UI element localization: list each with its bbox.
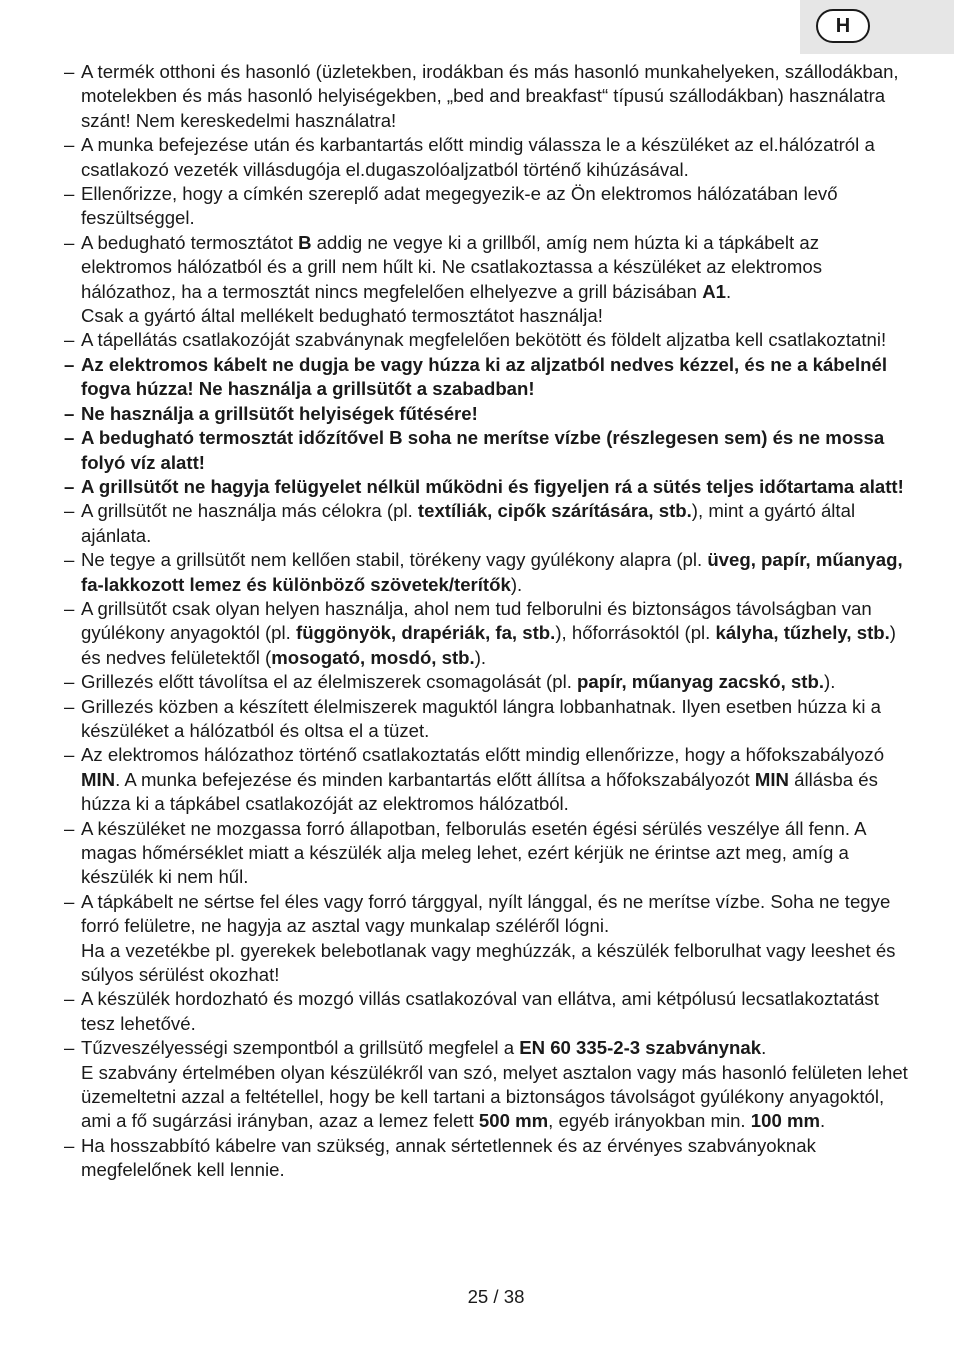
instruction-text: A grillsütőt csak olyan helyen használja, ahol nem tud felborulni és biztonságos távolságban van gyúlékony anyagoktól (pl. xyxy=(81,597,872,644)
instruction-item xyxy=(64,743,910,816)
instruction-text: Ne tegye a grillsütőt nem kellően stabil, törékeny vagy gyúlékony alapra (pl. xyxy=(81,549,708,571)
list-dash: – xyxy=(64,231,75,253)
emphasized-text: függönyök, drapériák, fa, stb. xyxy=(296,622,556,644)
instruction-text: . xyxy=(820,1110,826,1132)
instruction-item xyxy=(64,890,910,988)
instruction-item xyxy=(64,499,910,548)
instruction-text: ). xyxy=(474,646,487,668)
instruction-item xyxy=(64,695,910,744)
instruction-text: Ha a vezetékbe pl. gyerekek belebotlanak vagy meghúzzák, a készülék felborulhat vagy leeshet és súlyos sérülést okozhat! xyxy=(81,939,896,986)
instruction-item xyxy=(64,1036,910,1134)
instruction-item xyxy=(64,475,910,499)
instruction-text: . A munka befejezése és minden karbantartás előtt állítsa a hőfokszabályozót xyxy=(115,768,755,790)
instruction-text: állásba és húzza ki a tápkábel csatlakozóját az elektromos hálózatból. xyxy=(81,768,878,815)
instruction-item xyxy=(64,817,910,890)
emphasized-text: B xyxy=(298,231,312,253)
instruction-item xyxy=(64,597,910,670)
page-number: 25 / 38 xyxy=(467,1286,525,1307)
list-dash: – xyxy=(64,329,75,351)
instruction-text: Ellenőrizze, hogy a címkén szereplő adat megegyezik-e az Ön elektromos hálózatában levő feszültséggel. xyxy=(81,183,838,229)
instruction-item xyxy=(64,353,910,402)
emphasized-text: mosogató, mosdó, stb. xyxy=(271,646,475,668)
instruction-text: ) és nedves felületektől ( xyxy=(81,622,896,668)
instruction-item xyxy=(64,1134,910,1183)
instruction-text: A készülék hordozható és mozgó villás csatlakozóval van ellátva, ami kétpólusú lecsatlakoztatást tesz lehetővé. xyxy=(81,988,879,1034)
list-dash: – xyxy=(64,988,75,1010)
safety-instructions-list xyxy=(64,60,910,1183)
list-dash: – xyxy=(64,475,75,497)
instruction-item xyxy=(64,987,910,1036)
emphasized-text: A1 xyxy=(702,280,726,302)
instruction-text: , egyéb irányokban min. xyxy=(548,1110,751,1132)
emphasized-text: MIN xyxy=(81,768,116,790)
emphasized-text: papír, műanyag zacskó, stb. xyxy=(577,671,824,693)
list-dash: – xyxy=(64,549,75,571)
instruction-item xyxy=(64,60,910,133)
list-dash: – xyxy=(64,817,75,839)
emphasized-text: 500 mm xyxy=(478,1110,549,1132)
instruction-text: ). xyxy=(510,573,523,595)
instruction-text: E szabvány értelmében olyan készülékről van szó, melyet asztalon vagy más hasonló felületen lehet üzemeltetni azzal a feltétellel, hogy be kell tartani a biztonságos távolságot gyúlékony anyagoktól, ami a fő sugárzási irányban, azaz a lemez felett xyxy=(81,1061,908,1132)
emphasized-text: üveg, papír, műanyag, fa-lakkozott lemez és különböző szövetek/terítők xyxy=(81,549,903,595)
instruction-text: A munka befejezése után és karbantartás előtt mindig válassza le a készüléket az el.hálózatról a csatlakozó vezeték villásdugója el.dugaszolóaljzatból történő kihúzásával. xyxy=(81,134,875,180)
emphasized-text: kályha, tűzhely, stb. xyxy=(715,622,890,644)
instruction-item xyxy=(64,402,910,426)
list-dash: – xyxy=(64,1037,75,1059)
instruction-text: Ha hosszabbító kábelre van szükség, annak sértetlennek és az érvényes szabványoknak megfelelőnek kell lennie. xyxy=(81,1134,816,1181)
instruction-item xyxy=(64,231,910,329)
instruction-text: ), mint a gyártó által ajánlata. xyxy=(81,500,856,546)
instruction-item xyxy=(64,548,910,597)
emphasized-text: EN 60 335-2-3 szabványnak xyxy=(519,1037,762,1059)
instruction-item xyxy=(64,133,910,182)
instruction-text: Ne használja a grillsütőt helyiségek fűtésére! xyxy=(81,402,478,424)
list-dash: – xyxy=(64,61,75,82)
instruction-text: A tápellátás csatlakozóját szabványnak megfelelően bekötött és földelt aljzatba kell csatlakoztatni! xyxy=(81,329,887,351)
list-dash: – xyxy=(64,744,75,766)
instruction-text: A grillsütőt ne használja más célokra (pl. xyxy=(81,500,418,522)
list-dash: – xyxy=(64,183,75,205)
list-dash: – xyxy=(64,500,75,522)
instruction-text: A készüléket ne mozgassa forró állapotban, felborulás esetén égési sérülés veszélye áll fenn. A magas hőmérséklet miatt a készülék alja meleg lehet, ezért kérjük ne érintse azt meg, amíg a készülék ki nem hűl. xyxy=(81,817,866,888)
instruction-text: ). xyxy=(824,671,836,693)
instruction-text: . xyxy=(725,280,732,302)
list-dash: – xyxy=(64,890,75,912)
list-dash: – xyxy=(64,671,75,693)
emphasized-text: MIN xyxy=(754,768,789,790)
instruction-item xyxy=(64,670,910,694)
instruction-text: A bedugható termosztátot xyxy=(81,231,299,253)
emphasized-text: 100 mm xyxy=(750,1110,821,1132)
list-dash: – xyxy=(64,402,75,424)
instruction-text: Az elektromos kábelt ne dugja be vagy húzza ki az aljzatból nedves kézzel, és ne a kábelnél fogva húzza! Ne használja a grillsütőt a szabadban! xyxy=(81,353,888,400)
instruction-item xyxy=(64,426,910,475)
list-dash: – xyxy=(64,427,75,449)
list-dash: – xyxy=(64,1134,75,1156)
instruction-text: ), hőforrásoktól (pl. xyxy=(555,622,716,644)
instruction-text: Tűzveszélyességi szempontból a grillsütő megfelel a xyxy=(81,1037,520,1059)
emphasized-text: textíliák, cipők szárítására, stb. xyxy=(417,500,692,522)
list-dash: – xyxy=(64,134,75,156)
instruction-text: . xyxy=(761,1037,767,1059)
instruction-item xyxy=(64,328,910,352)
list-dash: – xyxy=(64,353,75,375)
instruction-text: A termék otthoni és hasonló (üzletekben, irodákban és más hasonló munkahelyeken, szállodákban, motelekben és más hasonló helyiségekben, „bed and breakfast“ típusú szállodákban) használatra szánt! Nem kereskedelmi használatra! xyxy=(81,61,899,131)
language-tab xyxy=(800,0,954,54)
language-badge: H xyxy=(816,9,870,43)
list-dash: – xyxy=(64,695,75,717)
instruction-item xyxy=(64,182,910,231)
instruction-text: Csak a gyártó által mellékelt bedugható termosztátot használja! xyxy=(81,305,603,327)
instruction-text: addig ne vegye ki a grillből, amíg nem húzta ki a tápkábelt az elektromos hálózatból és a grill nem hűlt ki. Ne csatlakoztassa a készüléket az elektromos hálózathoz, ha a termosztát nincs megfelelően elhelyezve a grill bázisában xyxy=(81,231,822,302)
list-dash: – xyxy=(64,597,75,619)
instruction-text: Grillezés közben a készített élelmiszerek maguktól lángra lobbanhatnak. Ilyen esetben húzza ki a készüléket a hálózatból és oltsa el a tüzet. xyxy=(81,695,881,741)
instruction-text: A grillsütőt ne hagyja felügyelet nélkül működni és figyeljen rá a sütés teljes időtartama alatt! xyxy=(81,475,904,497)
instruction-text: Grillezés előtt távolítsa el az élelmiszerek csomagolását (pl. xyxy=(81,671,578,693)
instruction-text: A bedugható termosztát időzítővel B soha ne merítse vízbe (részlegesen sem) és ne mossa folyó víz alatt! xyxy=(81,427,885,473)
instruction-text: A tápkábelt ne sértse fel éles vagy forró tárggyal, nyílt lánggal, és ne merítse vízbe. Soha ne tegye forró felületre, ne hagyja az asztal vagy munkalap széléről lógni. xyxy=(81,890,891,937)
instruction-text: Az elektromos hálózathoz történő csatlakoztatás előtt mindig ellenőrizze, hogy a hőfokszabályozó xyxy=(81,744,885,766)
